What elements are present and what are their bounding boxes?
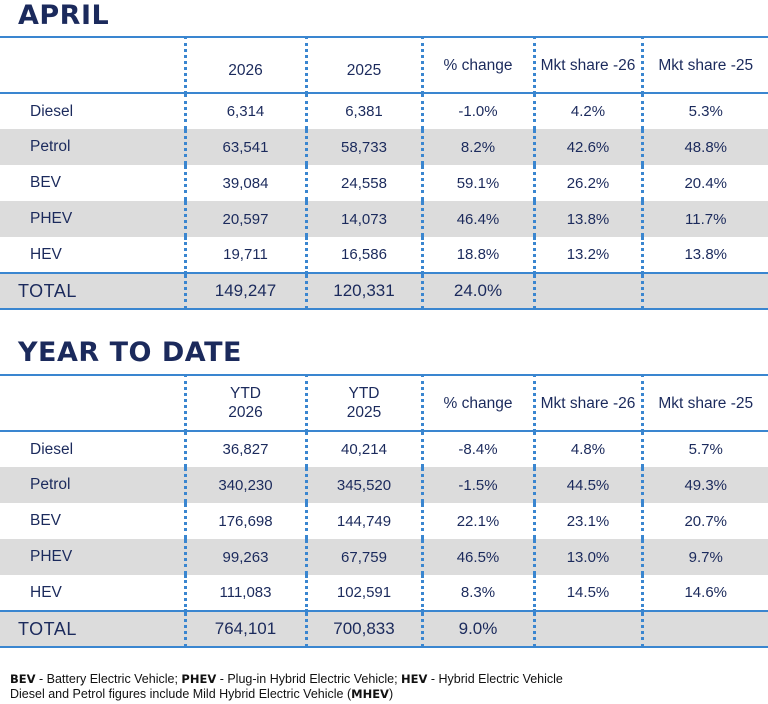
- cell-value: 49.3%: [642, 467, 768, 503]
- cell-value: 8.3%: [422, 575, 534, 611]
- column-header: [306, 375, 422, 431]
- cell-value: 36,827: [185, 431, 306, 467]
- footnote-abbr-phev: PHEV: [181, 672, 217, 686]
- column-header-text: Mkt share -25: [658, 394, 754, 412]
- cell-value: 13.2%: [534, 237, 642, 273]
- cell-value: 14.5%: [534, 575, 642, 611]
- table-row: [0, 93, 768, 129]
- ytd-table: [0, 374, 768, 648]
- row-label: BEV: [30, 512, 62, 529]
- cell-value: 19,711: [185, 237, 306, 273]
- april-table: [0, 36, 768, 310]
- cell-value: 22.1%: [422, 503, 534, 539]
- total-row: [0, 611, 768, 647]
- column-header-text: Mkt share -26: [540, 56, 636, 74]
- cell-value: 11.7%: [642, 201, 768, 237]
- total-value: [534, 273, 642, 309]
- table-row: [0, 539, 768, 575]
- table-header-row: [0, 375, 768, 431]
- cell-value: 8.2%: [422, 129, 534, 165]
- column-header-text: % change: [443, 394, 513, 412]
- cell-value: 340,230: [185, 467, 306, 503]
- cell-value: 144,749: [306, 503, 422, 539]
- cell-value: 42.6%: [534, 129, 642, 165]
- cell-value: 5.3%: [642, 93, 768, 129]
- footnote-text: ): [388, 687, 394, 701]
- row-label: PHEV: [0, 201, 185, 237]
- table-header-row: [0, 37, 768, 93]
- cell-value: 46.5%: [422, 539, 534, 575]
- row-label: Petrol: [0, 467, 185, 503]
- total-value: 700,833: [306, 611, 422, 647]
- total-value: 120,331: [306, 273, 422, 309]
- footnote-abbr-mhev: MHEV: [351, 687, 389, 701]
- column-header: [534, 375, 642, 431]
- table-row: [0, 129, 768, 165]
- column-header: [185, 375, 306, 431]
- column-header: 2025: [306, 37, 422, 93]
- footnote-abbr-hev: HEV: [401, 672, 428, 686]
- cell-value: 6,381: [306, 93, 422, 129]
- column-header: 2026: [185, 37, 306, 93]
- total-value: [534, 611, 642, 647]
- footnote-text: Diesel and Petrol figures include Mild Hybrid Electric Vehicle (: [10, 687, 352, 701]
- cell-value: 13.8%: [642, 237, 768, 273]
- cell-value: 63,541: [185, 129, 306, 165]
- total-value: 9.0%: [422, 611, 534, 647]
- table-row: [0, 575, 768, 611]
- table-row: [0, 165, 768, 201]
- cell-value: 6,314: [185, 93, 306, 129]
- row-label: HEV: [30, 245, 62, 263]
- total-value: 149,247: [185, 273, 306, 309]
- cell-value: 4.2%: [534, 93, 642, 129]
- cell-value: 67,759: [306, 539, 422, 575]
- cell-value: 111,083: [185, 575, 306, 611]
- table-row: [0, 431, 768, 467]
- column-header: [642, 37, 768, 93]
- header-blank-cell: [0, 375, 185, 431]
- table-row: [0, 237, 768, 273]
- column-header: [534, 37, 642, 93]
- column-header: [422, 37, 534, 93]
- cell-value: 102,591: [306, 575, 422, 611]
- cell-value: 13.8%: [534, 201, 642, 237]
- cell-value: 39,084: [185, 165, 306, 201]
- cell-value: 26.2%: [534, 165, 642, 201]
- row-label: PHEV: [0, 539, 185, 575]
- cell-value: 48.8%: [642, 129, 768, 165]
- total-value: [642, 273, 768, 309]
- cell-value: 58,733: [306, 129, 422, 165]
- cell-value: 5.7%: [642, 431, 768, 467]
- column-header-text: YTD 2026: [228, 385, 263, 421]
- cell-value: -1.0%: [422, 93, 534, 129]
- ytd-section-title: YEAR TO DATE: [18, 337, 242, 368]
- cell-value: 13.0%: [534, 539, 642, 575]
- cell-value: 16,586: [306, 237, 422, 273]
- row-label: Diesel: [30, 102, 74, 120]
- row-label: Diesel: [30, 440, 74, 458]
- april-section-title: APRIL: [18, 0, 110, 31]
- cell-value: 46.4%: [422, 201, 534, 237]
- cell-value: 345,520: [306, 467, 422, 503]
- cell-value: 20.7%: [642, 503, 768, 539]
- row-label: BEV: [30, 174, 62, 191]
- table-row: [0, 201, 768, 237]
- cell-value: -1.5%: [422, 467, 534, 503]
- column-header-text: Mkt share -25: [658, 56, 754, 74]
- footnote-text: - Plug-in Hybrid Electric Vehicle;: [216, 672, 402, 686]
- total-label: TOTAL: [0, 611, 185, 647]
- cell-value: 14.6%: [642, 575, 768, 611]
- footnote: [10, 672, 760, 702]
- table-row: [0, 467, 768, 503]
- footnote-line-2: [10, 687, 760, 702]
- cell-value: 59.1%: [422, 165, 534, 201]
- total-value: 764,101: [185, 611, 306, 647]
- cell-value: 44.5%: [534, 467, 642, 503]
- footnote-line-1: [10, 672, 760, 687]
- cell-value: 20.4%: [642, 165, 768, 201]
- cell-value: 23.1%: [534, 503, 642, 539]
- footnote-abbr-bev: BEV: [10, 672, 36, 686]
- cell-value: 14,073: [306, 201, 422, 237]
- cell-value: 9.7%: [642, 539, 768, 575]
- row-label: Petrol: [0, 129, 185, 165]
- cell-value: 24,558: [306, 165, 422, 201]
- column-header-text: YTD 2025: [346, 385, 382, 421]
- column-header: [422, 375, 534, 431]
- table-row: [0, 503, 768, 539]
- footnote-text: - Battery Electric Vehicle;: [35, 672, 182, 686]
- cell-value: 4.8%: [534, 431, 642, 467]
- row-label: HEV: [30, 583, 62, 601]
- cell-value: 18.8%: [422, 237, 534, 273]
- header-blank-cell: [0, 37, 185, 93]
- cell-value: 176,698: [185, 503, 306, 539]
- column-header-text: Mkt share -26: [540, 394, 636, 412]
- total-label: TOTAL: [0, 273, 185, 309]
- total-value: [642, 611, 768, 647]
- total-row: [0, 273, 768, 309]
- total-value: 24.0%: [422, 273, 534, 309]
- footnote-text: - Hybrid Electric Vehicle: [427, 672, 563, 686]
- column-header: [642, 375, 768, 431]
- column-header-text: % change: [443, 56, 513, 74]
- cell-value: 99,263: [185, 539, 306, 575]
- cell-value: -8.4%: [422, 431, 534, 467]
- cell-value: 40,214: [306, 431, 422, 467]
- cell-value: 20,597: [185, 201, 306, 237]
